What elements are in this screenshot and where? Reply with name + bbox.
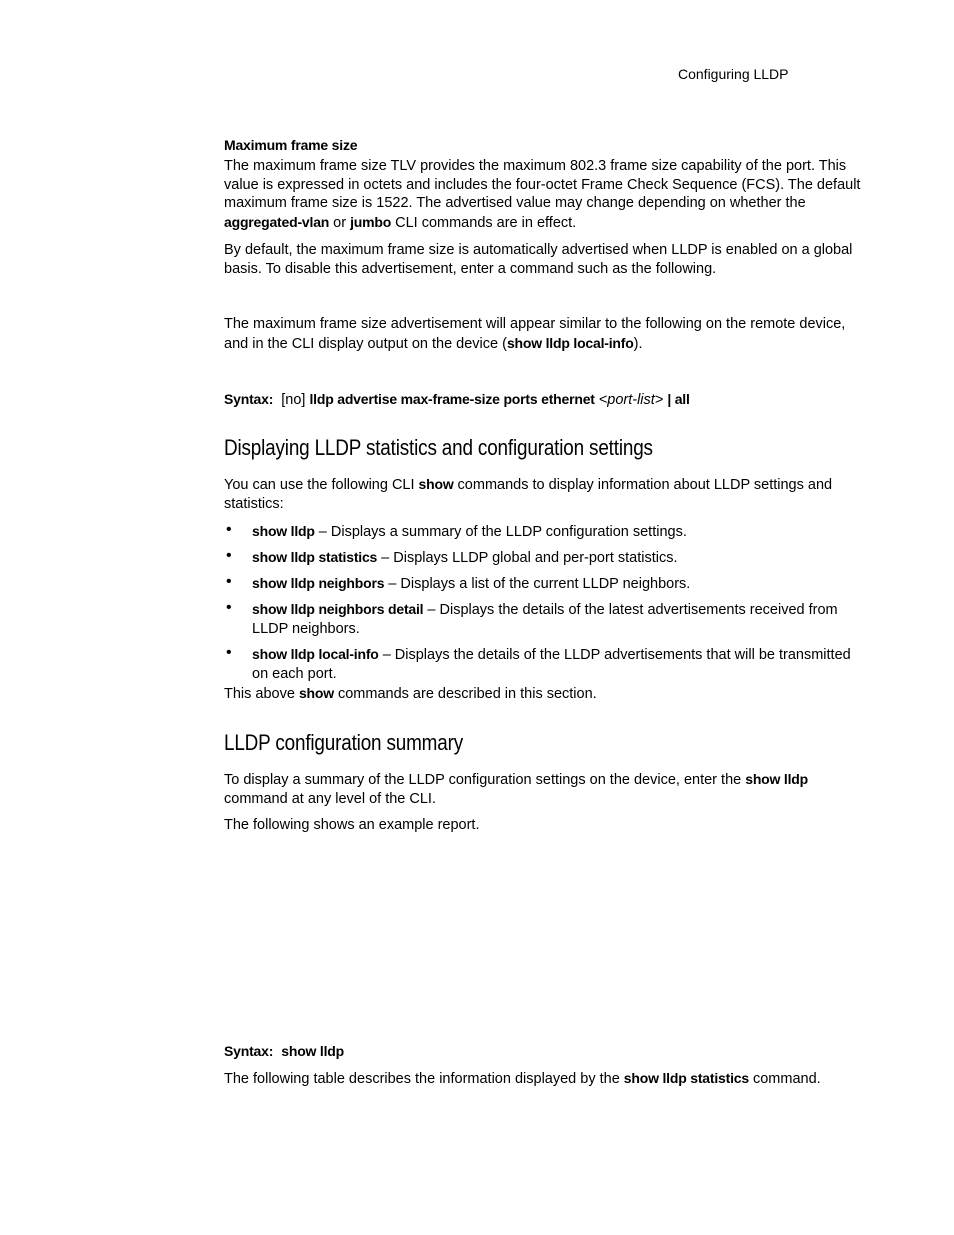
bullet-icon: •: [226, 573, 232, 591]
bullet-description: – Displays LLDP global and per-port statistics.: [377, 550, 678, 567]
command-aggregated-vlan: aggregated-vlan: [224, 213, 330, 230]
para-text: or: [329, 214, 351, 231]
bullet-icon: •: [226, 643, 232, 661]
list-item: [224, 645, 870, 683]
summary-paragraph-1: [224, 770, 870, 808]
para-text: The following shows an example report.: [224, 817, 480, 833]
command-show-lldp: show lldp: [745, 771, 808, 787]
command-show-lldp-local-info: show lldp local-info: [506, 334, 634, 351]
para-text: commands are described in this section.: [333, 686, 597, 702]
para-text: command.: [748, 1071, 821, 1087]
stats-section-heading: Displaying LLDP statistics and configuration settings: [224, 435, 653, 460]
max-frame-paragraph-2: [224, 241, 870, 278]
stats-bullet-list: [224, 522, 870, 690]
para-text: CLI commands are in effect.: [391, 214, 577, 231]
syntax-no: [no]: [281, 392, 306, 408]
stats-intro: [224, 475, 870, 513]
list-item: [224, 522, 870, 542]
bullet-command: show lldp statistics: [252, 549, 378, 566]
running-header: Configuring LLDP: [678, 66, 789, 82]
syntax-param: <port-list>: [598, 392, 664, 408]
para-text: This above: [224, 686, 299, 702]
para-text: You can use the following CLI: [224, 477, 419, 493]
bullet-icon: •: [226, 599, 232, 617]
summary-section-heading: LLDP configuration summary: [224, 730, 464, 755]
max-frame-title-block: [224, 136, 870, 156]
bullet-icon: •: [226, 521, 232, 538]
bullet-command: show lldp neighbors detail: [252, 601, 424, 618]
summary-syntax: [224, 1042, 870, 1062]
bullet-icon: •: [226, 547, 232, 565]
syntax-label: Syntax:: [224, 1043, 274, 1059]
para-text: The following table describes the information displayed by the: [224, 1071, 624, 1087]
max-frame-paragraph-1: [224, 157, 870, 232]
max-frame-syntax: [224, 390, 870, 410]
stats-outro: [224, 684, 870, 704]
para-text: To display a summary of the LLDP configuration settings on the device, enter the: [224, 772, 746, 788]
bullet-description: – Displays the details of the LLDP advertisements that will be transmitted on each port.: [252, 646, 851, 682]
bullet-description: – Displays the details of the latest advertisements received from LLDP neighbors.: [252, 602, 838, 637]
bullet-command: show lldp neighbors: [252, 575, 385, 592]
bullet-description: – Displays a list of the current LLDP neighbors.: [384, 576, 691, 593]
command-show: show: [418, 476, 454, 492]
bullet-command: show lldp local-info: [252, 645, 379, 662]
list-item: [224, 574, 870, 594]
para-text: The maximum frame size advertisement will appear similar to the following on the remote device, and in the CLI display output on the device (: [224, 316, 846, 352]
max-frame-paragraph-3: [224, 315, 870, 353]
syntax-command: lldp advertise max-frame-size ports ethernet: [309, 391, 595, 407]
command-show: show: [298, 685, 334, 701]
summary-paragraph-3: [224, 1069, 870, 1089]
syntax-tail: | all: [667, 391, 690, 407]
max-frame-title: Maximum frame size: [224, 137, 358, 153]
summary-paragraph-2: [224, 816, 870, 835]
command-jumbo: jumbo: [350, 213, 392, 230]
bullet-description: – Displays a summary of the LLDP configuration settings.: [314, 524, 687, 540]
para-text: ).: [633, 335, 643, 352]
para-text: commands to display information about LLDP settings and statistics:: [224, 477, 833, 512]
bullet-command: show lldp: [252, 523, 315, 539]
para-text: By default, the maximum frame size is automatically advertised when LLDP is enabled on a global basis. To disable this advertisement, enter a command such as the following.: [224, 242, 853, 277]
command-show-lldp-statistics: show lldp statistics: [623, 1070, 749, 1086]
list-item: [224, 548, 870, 568]
para-text: command at any level of the CLI.: [224, 790, 436, 807]
list-item: [224, 600, 870, 638]
syntax-label: Syntax:: [224, 391, 274, 407]
para-text: The maximum frame size TLV provides the maximum 802.3 frame size capability of the port. This value is expressed in octets and includes the four-octet Frame Check Sequence (FCS). The default maximum frame size is 1522. The advertised value may change depending on whether the: [224, 158, 861, 212]
syntax-command: show lldp: [281, 1043, 345, 1059]
